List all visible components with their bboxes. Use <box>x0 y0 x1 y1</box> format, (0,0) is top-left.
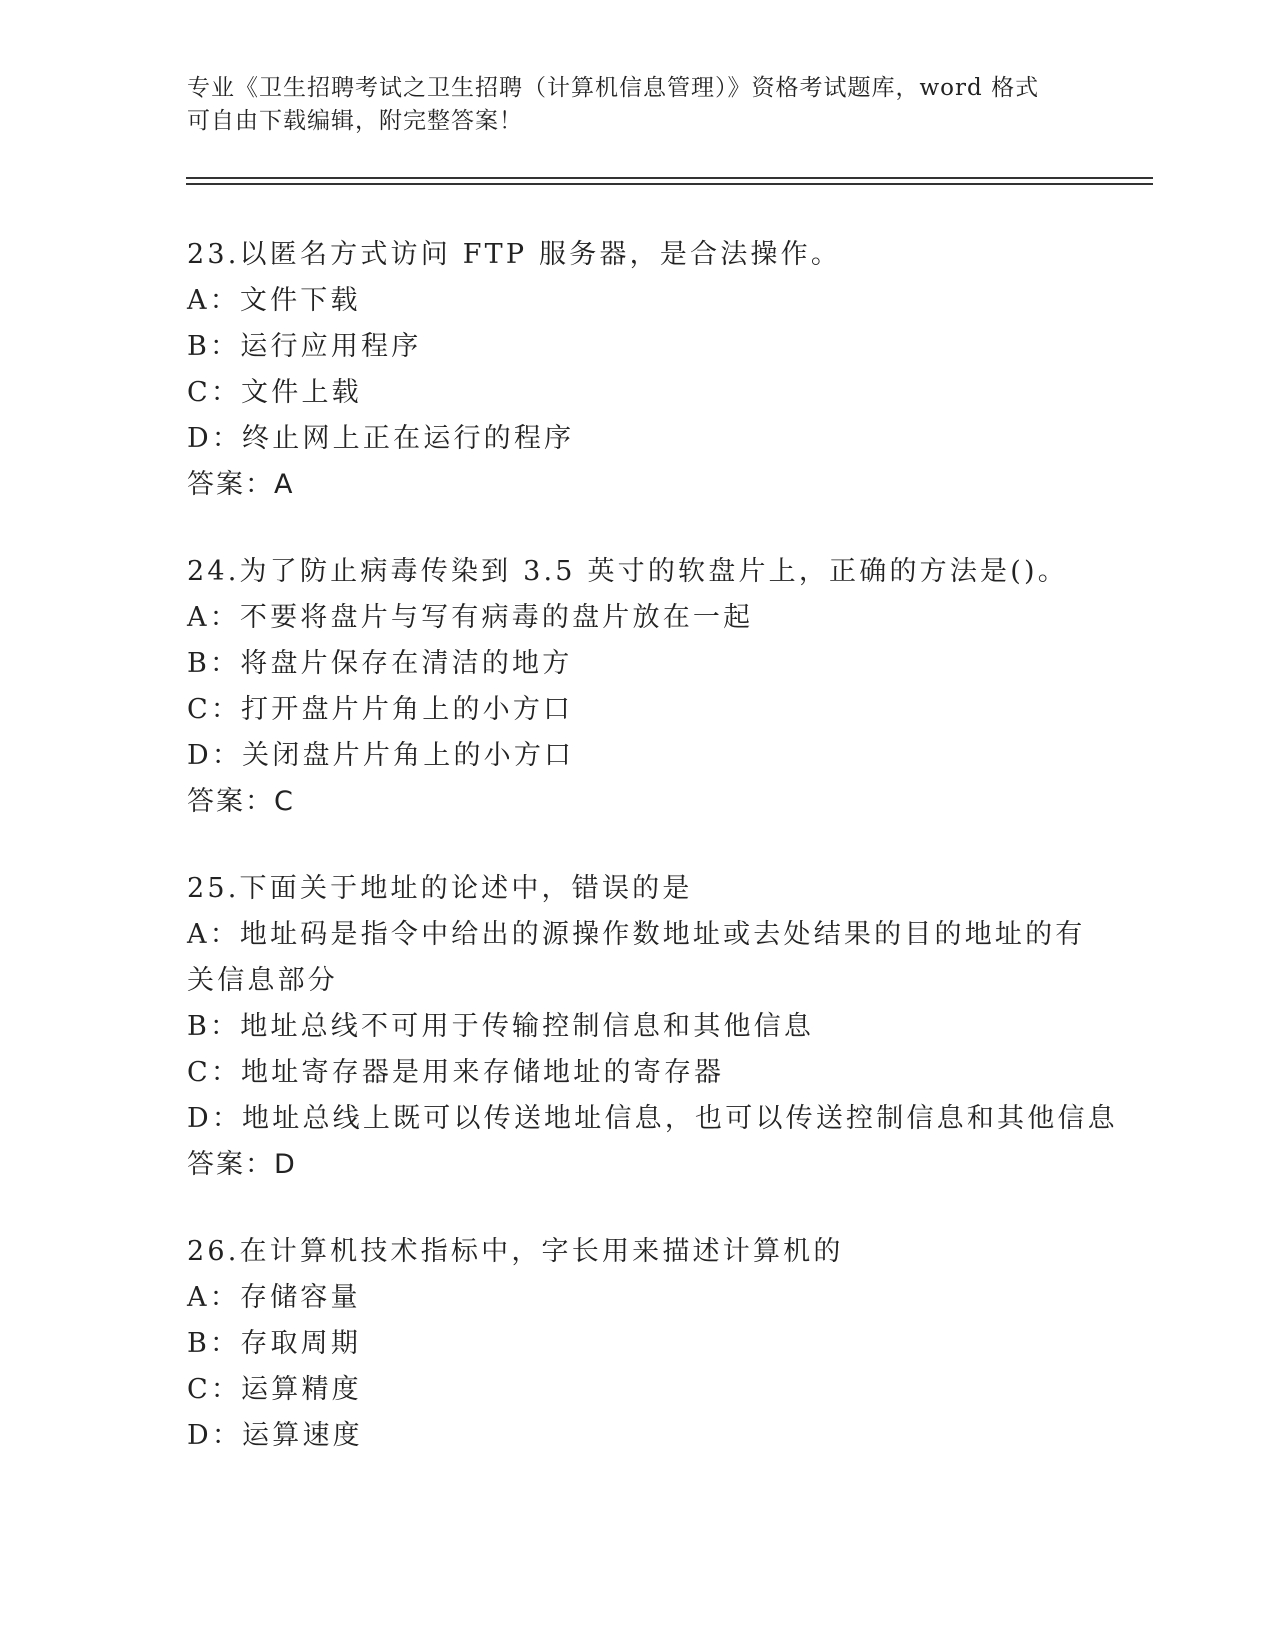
question-24 <box>187 549 1087 825</box>
document-header <box>187 72 1087 138</box>
option-b: B：存取周期 <box>187 1328 362 1359</box>
option-c: C：运算精度 <box>187 1374 362 1405</box>
option-d: D：地址总线上既可以传送地址信息，也可以传送控制信息和其他信息 <box>187 1103 1118 1134</box>
option-a: A：存储容量 <box>187 1282 361 1313</box>
header-line-1: 专业《卫生招聘考试之卫生招聘（计算机信息管理）》资格考试题库，word 格式 <box>187 75 1040 101</box>
header-rule-bottom <box>186 183 1153 185</box>
option-d: D：运算速度 <box>187 1420 363 1451</box>
question-23 <box>187 232 1087 508</box>
option-b: B：将盘片保存在清洁的地方 <box>187 648 573 679</box>
option-d: D：关闭盘片片角上的小方口 <box>187 740 575 771</box>
question-text: 23.以匿名方式访问 FTP 服务器，是合法操作。 <box>187 239 842 270</box>
option-c: C：文件上载 <box>187 377 362 408</box>
option-a: A：文件下载 <box>187 285 361 316</box>
question-26 <box>187 1229 1087 1459</box>
option-a: A：地址码是指令中给出的源操作数地址或去处结果的目的地址的有关信息部分 <box>187 919 1086 996</box>
question-list <box>187 232 1118 1500</box>
answer: 答案：A <box>187 469 295 500</box>
option-d: D：终止网上正在运行的程序 <box>187 423 575 454</box>
question-text: 26.在计算机技术指标中，字长用来描述计算机的 <box>187 1236 844 1267</box>
option-b: B：运行应用程序 <box>187 331 422 362</box>
option-c: C：打开盘片片角上的小方口 <box>187 694 574 725</box>
answer: 答案：D <box>187 1149 297 1180</box>
question-text: 25.下面关于地址的论述中，错误的是 <box>187 873 693 904</box>
question-25 <box>187 866 1118 1188</box>
header-line-2: 可自由下载编辑，附完整答案！ <box>187 108 523 134</box>
answer: 答案：C <box>187 786 295 817</box>
option-b: B：地址总线不可用于传输控制信息和其他信息 <box>187 1011 815 1042</box>
question-text: 24.为了防止病毒传染到 3.5 英寸的软盘片上，正确的方法是()。 <box>187 556 1068 587</box>
header-rule-top <box>186 177 1153 179</box>
option-a: A：不要将盘片与写有病毒的盘片放在一起 <box>187 602 754 633</box>
option-c: C：地址寄存器是用来存储地址的寄存器 <box>187 1057 725 1088</box>
